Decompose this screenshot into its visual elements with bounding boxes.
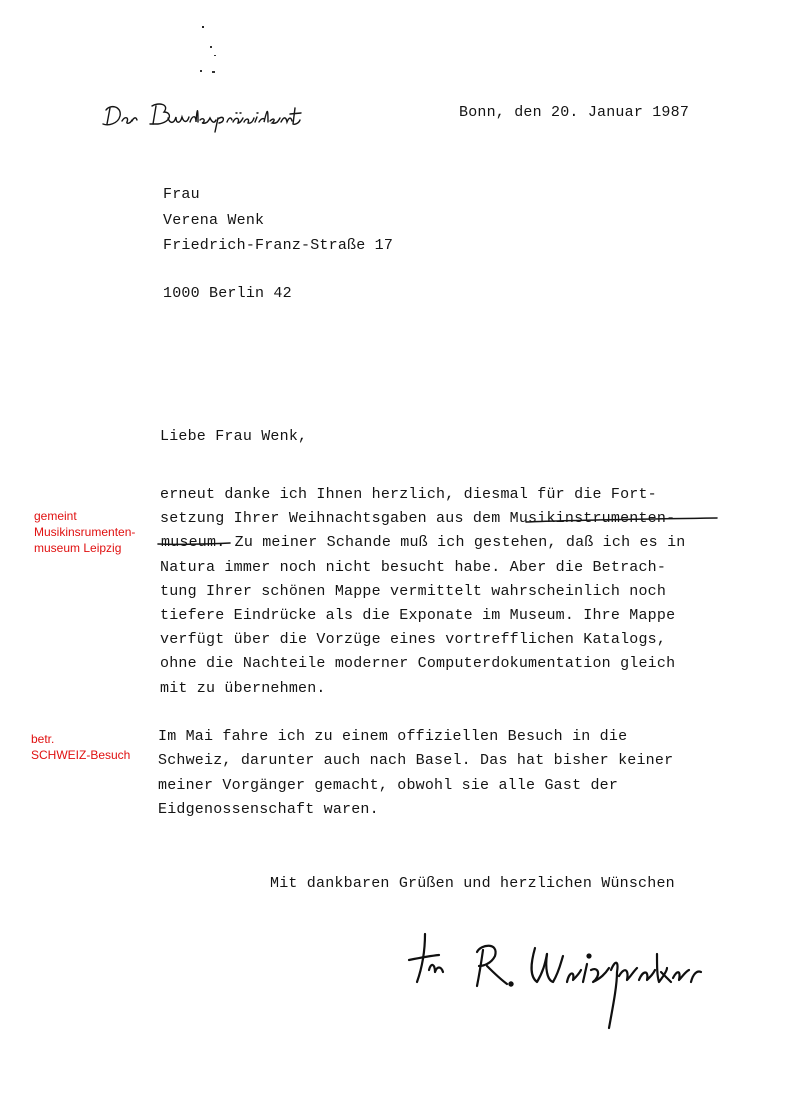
paragraph-line: mit zu übernehmen. (160, 679, 326, 697)
margin-note-line: Musikinsrumenten- (34, 525, 136, 539)
paragraph-line: museum. Zu meiner Schande muß ich gestehen, daß ich es in (161, 534, 686, 552)
recipient-title: Frau (163, 186, 200, 203)
margin-note-line: SCHWEIZ-Besuch (31, 748, 131, 762)
recipient-city: 1000 Berlin 42 (163, 285, 292, 302)
signature (395, 920, 725, 1035)
paragraph-line: verfügt über die Vorzüge eines vortrefflichen Katalogs, (160, 631, 667, 649)
handwritten-underline (157, 541, 231, 547)
margin-note-line: museum Leipzig (34, 541, 122, 555)
margin-note-line: betr. (31, 732, 55, 746)
paragraph-line: Im Mai fahre ich zu einem offiziellen Besuch in die (158, 728, 628, 745)
handwritten-underline (525, 517, 718, 525)
paragraph-line: Schweiz, darunter auch nach Basel. Das hat bisher keiner (158, 752, 674, 770)
paragraph-line: ohne die Nachteile moderner Computerdokumentation gleich (160, 655, 676, 673)
paragraph-2 (158, 725, 673, 822)
recipient-name: Verena Wenk (163, 212, 265, 229)
paragraph-line: tiefere Eindrücke als die Exponate im Museum. Ihre Mappe (160, 607, 676, 625)
salutation: Liebe Frau Wenk, (160, 428, 308, 445)
margin-note (31, 731, 130, 763)
paragraph-line: erneut danke ich Ihnen herzlich, diesmal für die Fort- (160, 486, 657, 503)
date-line: Bonn, den 20. Januar 1987 (459, 104, 690, 121)
closing-line: Mit dankbaren Grüßen und herzlichen Wünschen (270, 875, 675, 892)
paragraph-line: setzung Ihrer Weihnachtsgaben aus dem Musikinstrumenten- (160, 510, 676, 528)
paragraph-line: Natura immer noch nicht besucht habe. Aber die Betrach- (160, 558, 667, 576)
paragraph-line: Eidgenossenschaft waren. (158, 800, 379, 818)
scan-specks (196, 22, 226, 77)
margin-note-line: gemeint (34, 509, 77, 523)
recipient-street: Friedrich-Franz-Straße 17 (163, 237, 394, 254)
margin-note (34, 508, 135, 556)
paragraph-1 (160, 483, 684, 701)
letterhead-logo (100, 100, 310, 134)
paragraph-line: tung Ihrer schönen Mappe vermittelt wahrscheinlich noch (160, 582, 667, 600)
paragraph-line: meiner Vorgänger gemacht, obwohl sie alle Gast der (158, 776, 619, 794)
